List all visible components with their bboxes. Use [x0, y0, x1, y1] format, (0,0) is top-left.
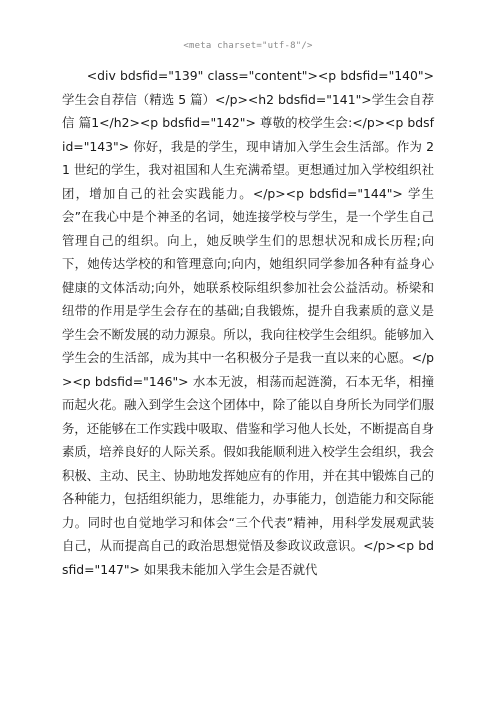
document-body-text: <div bdsfid="139" class="content"><p bdsfid="140">学生会自荐信（精选 5 篇）</p><h2 bdsfid="141">学生会自荐信 篇1</h2><p bdsfid="142"> 尊敬的校学生会:</p><p bdsfid="143"> 你好，我是的学生，现申请加入学生会生活部。作为 21 世纪的学生，我对祖国和人生充满希望。更想通过加入学校组织社团，增加自己的社会实践能力。</p><p bdsfid="144"> 学生会”在我心中是个神圣的名词，她连接学校与学生，是一个学生自己管理自己的组织。向上，她反映学生们的思想状况和成长历程;向下，她传达学校的和管理意向;向内，她组织同学参加各种有益身心健康的文体活动;向外，她联系校际组织参加社会公益活动。桥梁和纽带的作用是学生会存在的基础;自我锻炼，提升自我素质的意义是学生会不断发展的动力源泉。所以，我向往校学生会组织。能够加入学生会的生活部，成为其中一名积极分子是我一直以来的心愿。</p><p bdsfid="146"> 水本无波，相荡而起涟漪，石本无华，相撞而起火花。融入到学生会这个团体中，除了能以自身所长为同学们服务，还能够在工作实践中吸取、借鉴和学习他人长处，不断提高自身素质，培养良好的人际关系。假如我能顺利进入校学生会组织，我会积极、主动、民主、协助地发挥她应有的作用，并在其中锻炼自己的各种能力，包括组织能力，思维能力，办事能力，创造能力和交际能力。同时也自觉地学习和体会“三个代表”精神，用科学发展观武装自己，从而提高自己的政治思想觉悟及参政议政意识。</p><p bdsfid="147"> 如果我未能加入学生会是否就代: [62, 68, 434, 577]
meta-charset-line: <meta charset="utf-8"/>: [183, 41, 313, 51]
